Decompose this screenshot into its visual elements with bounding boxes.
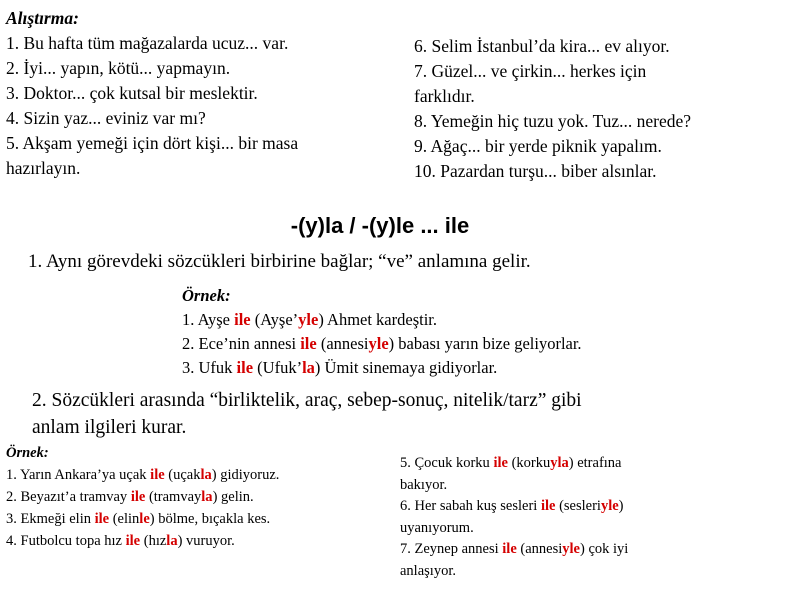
exercise-right-column [414, 34, 794, 184]
section-heading: -(y)la / -(y)le ... ile [290, 213, 470, 238]
ile-highlight: ile [540, 498, 556, 514]
rule-2-text [32, 387, 772, 441]
example-item: 7. Zeynep annesi ile (annesiyle) çok iyi [400, 541, 629, 557]
exercise-item: 1. Bu hafta tüm mağazalarda ucuz... var. [6, 33, 289, 53]
example-1-block [182, 284, 782, 380]
exercise-item-continued: farklıdır. [414, 86, 475, 106]
suffix-highlight: yle [562, 541, 580, 557]
exercise-item: 3. Doktor... çok kutsal bir meslektir. [6, 83, 258, 103]
exercise-item: 7. Güzel... ve çirkin... herkes için [414, 61, 647, 81]
example-title: Örnek: [6, 445, 49, 461]
exercise-title: Alıştırma: [6, 8, 79, 28]
example-2-left-column [6, 442, 396, 552]
exercise-item: 9. Ağaç... bir yerde piknik yapalım. [414, 136, 662, 156]
example-item: 2. Beyazıt’a tramvay ile (tramvayla) gelin. [6, 489, 254, 505]
suffix-highlight: la [302, 358, 315, 377]
rule-1-text: 1. Aynı görevdeki sözcükleri birbirine bağlar; “ve” anlamına gelir. [28, 251, 531, 272]
suffix-highlight: yla [550, 455, 569, 471]
rule-2-line: 2. Sözcükleri arasında “birliktelik, araç, sebep-sonuç, nitelik/tarz” gibi [32, 390, 582, 411]
example-title: Örnek: [182, 286, 231, 305]
example-item-continued: bakıyor. [400, 476, 448, 493]
rule-2-line: anlam ilgileri kurar. [32, 417, 187, 438]
example-2-right-column [400, 453, 740, 582]
suffix-highlight: le [139, 511, 150, 527]
example-item: 3. Ekmeği elin ile (elinle) bölme, bıçakla kes. [6, 511, 271, 527]
exercise-item: 8. Yemeğin hiç tuzu yok. Tuz... nerede? [414, 111, 692, 131]
suffix-highlight: la [200, 467, 212, 483]
example-item: 1. Yarın Ankara’ya uçak ile (uçakla) gidiyoruz. [6, 467, 280, 483]
ile-highlight: ile [150, 467, 165, 483]
ile-highlight: ile [125, 533, 141, 549]
suffix-highlight: yle [368, 334, 389, 353]
exercise-item: 4. Sizin yaz... eviniz var mı? [6, 108, 206, 128]
exercise-item: 6. Selim İstanbul’da kira... ev alıyor. [414, 36, 670, 56]
suffix-highlight: yle [600, 498, 619, 514]
ile-highlight: ile [94, 511, 110, 527]
suffix-highlight: yle [298, 310, 319, 329]
ile-highlight: ile [236, 358, 254, 377]
exercise-left-column [6, 6, 406, 181]
example-item: 6. Her sabah kuş sesleri ile (sesleriyle) [400, 498, 624, 514]
example-item: 3. Ufuk ile (Ufuk’la) Ümit sinemaya gidiyorlar. [182, 358, 498, 377]
example-item-continued: anlaşıyor. [400, 562, 456, 579]
example-item: 2. Ece’nin annesi ile (annesiyle) babası yarın bize geliyorlar. [182, 334, 582, 353]
ile-highlight: ile [234, 310, 251, 329]
ile-highlight: ile [493, 455, 508, 471]
example-item: 1. Ayşe ile (Ayşe’yle) Ahmet kardeştir. [182, 310, 437, 329]
example-item: 4. Futbolcu topa hız ile (hızla) vuruyor. [6, 533, 235, 549]
ile-highlight: ile [502, 541, 517, 557]
example-item: 5. Çocuk korku ile (korkuyla) etrafına [400, 455, 622, 471]
exercise-item: 5. Akşam yemeği için dört kişi... bir masa [6, 133, 299, 153]
ile-highlight: ile [130, 489, 146, 505]
suffix-highlight: la [201, 489, 213, 505]
suffix-highlight: la [166, 533, 178, 549]
example-item-continued: uyanıyorum. [400, 519, 474, 536]
ile-highlight: ile [300, 334, 317, 353]
exercise-item: 10. Pazardan turşu... biber alsınlar. [414, 161, 657, 181]
exercise-item: 2. İyi... yapın, kötü... yapmayın. [6, 58, 231, 78]
exercise-item-continued: hazırlayın. [6, 158, 81, 178]
